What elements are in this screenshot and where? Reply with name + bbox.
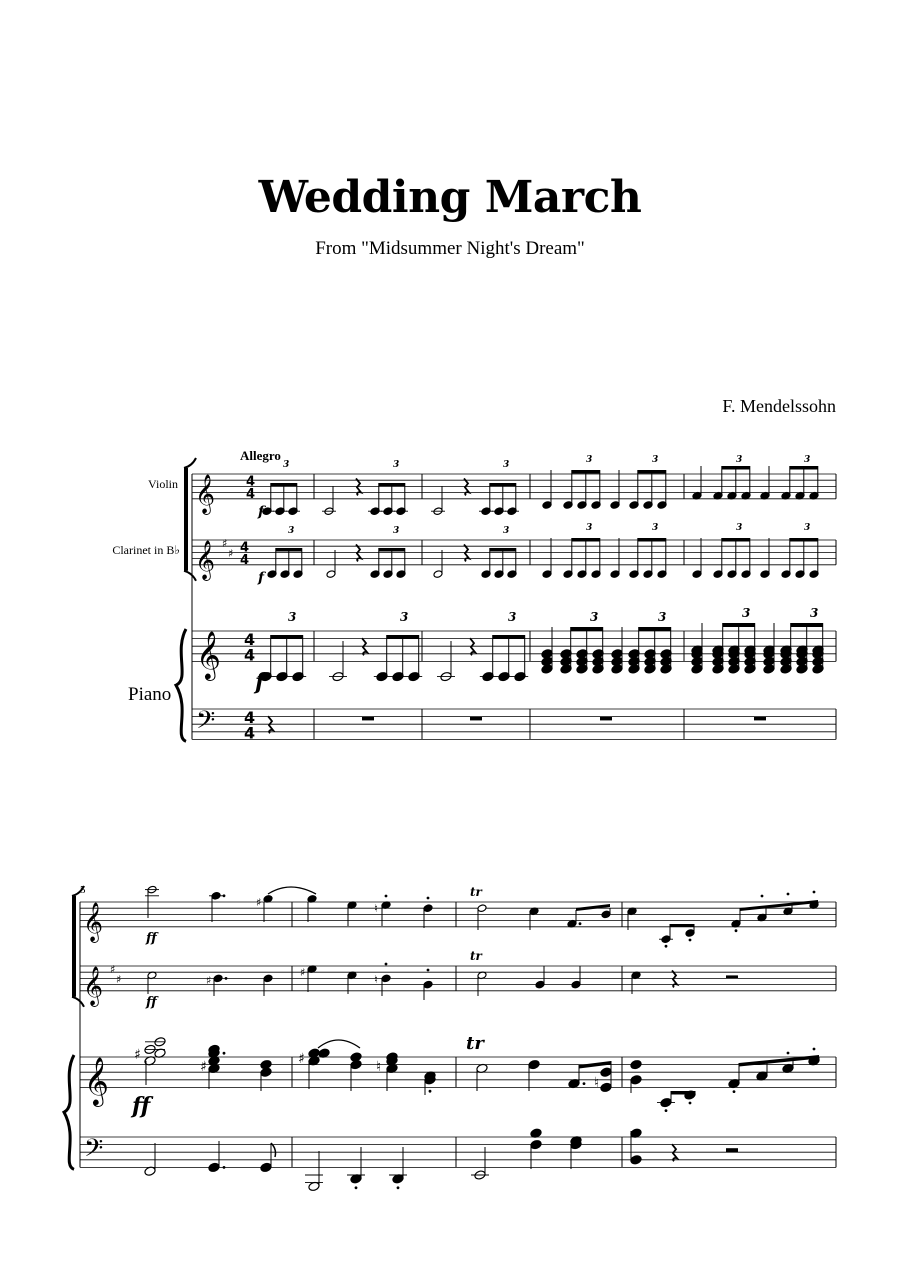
staccato-dot <box>735 929 738 932</box>
triplet-number: 3 <box>400 610 409 624</box>
ensemble-bracket <box>72 896 76 997</box>
triplet-number: 3 <box>810 606 819 620</box>
staccato-dot <box>427 897 430 900</box>
triplet-number: 3 <box>652 523 659 533</box>
note-head <box>630 1059 642 1070</box>
beam <box>379 483 405 487</box>
staccato-dot <box>579 922 582 925</box>
sharp-accidental: ♯ <box>256 896 262 909</box>
composer-name: F. Mendelssohn <box>722 396 836 416</box>
beam <box>638 538 666 542</box>
beam <box>271 635 303 639</box>
treble-clef: 𝄞 <box>195 540 216 580</box>
triplet-number: 3 <box>288 610 297 624</box>
time-signature-bottom: 4 <box>246 486 256 502</box>
quarter-rest <box>464 478 469 495</box>
natural-accidental: ♮ <box>374 973 378 986</box>
note-head <box>423 904 433 913</box>
whole-rest <box>470 717 482 721</box>
staccato-dot <box>427 969 430 972</box>
treble-clef: 𝄞 <box>83 966 104 1006</box>
instrument-label-clarinet: Clarinet in B♭ <box>112 543 180 557</box>
triplet-number: 3 <box>742 606 751 620</box>
sharp-accidental: ♯ <box>300 966 306 979</box>
beam <box>639 627 671 631</box>
note-head <box>260 1059 272 1070</box>
quarter-rest <box>672 970 677 987</box>
time-signature-bottom: 4 <box>244 723 256 743</box>
bass-clef: 𝄢 <box>84 1134 104 1169</box>
dynamic-marking: ff <box>132 1093 151 1119</box>
half-rest <box>726 975 738 978</box>
staccato-dot <box>787 893 790 896</box>
beam <box>723 623 755 627</box>
natural-accidental: ♮ <box>594 1075 600 1091</box>
note-head <box>692 570 702 579</box>
dynamic-marking: f <box>255 669 265 695</box>
sharp-accidental: ♯ <box>206 974 212 987</box>
note-head <box>760 570 770 579</box>
staccato-dot <box>223 894 226 897</box>
beam <box>722 538 750 542</box>
triplet-number: 3 <box>736 455 743 465</box>
beam <box>579 1061 611 1069</box>
beam <box>276 548 302 552</box>
triplet-number: 3 <box>503 460 510 470</box>
time-signature-bottom: 4 <box>244 645 256 665</box>
beam <box>490 483 516 487</box>
key-signature-sharp: ♯ <box>228 547 234 560</box>
beam <box>490 548 516 552</box>
whole-rest <box>362 717 374 721</box>
beam <box>790 538 818 542</box>
triplet-number: 3 <box>508 610 517 624</box>
staccato-dot <box>583 1082 586 1085</box>
staccato-dot <box>733 1090 736 1093</box>
whole-rest <box>754 717 766 721</box>
beam <box>671 1091 695 1095</box>
treble-clef: 𝄞 <box>195 474 216 514</box>
key-signature-sharp: ♯ <box>222 537 228 550</box>
note-head <box>433 570 443 579</box>
slur <box>268 887 316 894</box>
note-head <box>611 649 623 660</box>
note-head <box>477 904 487 913</box>
triplet-number: 3 <box>393 460 400 470</box>
instrument-label-violin: Violin <box>148 477 178 491</box>
dynamic-marking: ff <box>146 931 157 946</box>
note-head <box>208 1162 220 1173</box>
staccato-dot <box>223 1166 226 1169</box>
flag <box>271 1143 276 1157</box>
measure-number: 5 <box>80 884 86 896</box>
trill-marking: tr <box>470 885 482 899</box>
triplet-number: 3 <box>804 455 811 465</box>
quarter-rest <box>362 638 367 655</box>
beam <box>791 623 823 627</box>
staccato-dot <box>397 1186 400 1189</box>
time-signature-top: 4 <box>244 630 256 650</box>
triplet-number: 3 <box>590 610 599 624</box>
quarter-rest <box>464 544 469 561</box>
note-head <box>541 649 553 660</box>
staccato-dot <box>225 977 228 980</box>
beam <box>571 627 603 631</box>
staccato-dot <box>813 891 816 894</box>
note-head <box>542 501 552 510</box>
beam <box>572 470 600 474</box>
staccato-dot <box>761 895 764 898</box>
triplet-number: 3 <box>393 526 400 536</box>
note-head <box>600 1082 612 1093</box>
beam <box>638 470 666 474</box>
note-head <box>213 974 223 983</box>
score-title: Wedding March <box>258 172 642 223</box>
note-head <box>542 570 552 579</box>
dynamic-marking: f <box>258 570 265 586</box>
beam <box>271 483 297 487</box>
key-signature-sharp: ♯ <box>116 973 122 986</box>
staccato-dot <box>787 1052 790 1055</box>
quarter-rest <box>470 638 475 655</box>
staccato-dot <box>429 1090 432 1093</box>
treble-clef: 𝄞 <box>83 902 104 942</box>
quarter-rest <box>672 1144 677 1161</box>
staccato-dot <box>223 1052 226 1055</box>
note-head <box>610 501 620 510</box>
tempo-marking: Allegro <box>240 448 281 463</box>
treble-clef: 𝄞 <box>84 1056 109 1105</box>
note-head <box>685 929 695 938</box>
half-rest <box>726 1148 738 1152</box>
trill-marking: tr <box>466 1033 484 1054</box>
quarter-rest <box>356 544 361 561</box>
triplet-number: 3 <box>658 610 667 624</box>
note-head <box>260 1162 272 1173</box>
quarter-rest <box>356 478 361 495</box>
time-signature-top: 4 <box>246 474 256 490</box>
note-head <box>630 1155 642 1166</box>
time-signature-bottom: 4 <box>240 552 250 568</box>
staccato-dot <box>355 1186 358 1189</box>
beam <box>493 635 525 639</box>
natural-accidental: ♮ <box>374 902 378 915</box>
note-head <box>630 1075 642 1086</box>
staccato-dot <box>385 895 388 898</box>
treble-clef: 𝄞 <box>196 630 221 679</box>
triplet-number: 3 <box>503 526 510 536</box>
triplet-number: 3 <box>586 455 593 465</box>
staccato-dot <box>665 945 668 948</box>
note-head <box>571 980 581 989</box>
instrument-label-piano: Piano <box>128 684 172 705</box>
piano-brace <box>64 1055 74 1169</box>
note-head <box>350 1052 362 1063</box>
piano-brace <box>176 629 186 741</box>
dynamic-marking: f <box>258 504 265 520</box>
score-subtitle: From "Midsummer Night's Dream" <box>315 238 585 259</box>
quarter-rest <box>268 716 273 733</box>
triplet-number: 3 <box>804 523 811 533</box>
whole-rest <box>600 717 612 721</box>
key-signature-sharp: ♯ <box>110 963 116 976</box>
note-head <box>423 980 433 989</box>
staccato-dot <box>813 1048 816 1051</box>
slur <box>318 1040 360 1048</box>
triplet-number: 3 <box>288 526 295 536</box>
beam <box>670 924 694 927</box>
note-head <box>601 910 611 919</box>
sharp-accidental: ♯ <box>298 1051 305 1067</box>
note-head <box>381 974 391 983</box>
note-head <box>600 1067 612 1078</box>
beam <box>387 635 419 639</box>
beam <box>379 548 405 552</box>
note-head <box>528 1059 540 1070</box>
note-head <box>610 570 620 579</box>
beam <box>572 538 600 542</box>
natural-accidental: ♮ <box>376 1059 382 1075</box>
ensemble-bracket <box>184 468 188 571</box>
staccato-dot <box>689 939 692 942</box>
beam <box>722 466 750 470</box>
staccato-dot <box>689 1102 692 1105</box>
note-head <box>263 974 273 983</box>
sharp-accidental: ♯ <box>134 1047 141 1063</box>
note-head <box>535 980 545 989</box>
bracket-top-hook <box>72 886 84 896</box>
staccato-dot <box>385 963 388 966</box>
triplet-number: 3 <box>652 455 659 465</box>
beam <box>790 466 818 470</box>
dynamic-marking: ff <box>146 995 157 1010</box>
triplet-number: 3 <box>283 460 290 470</box>
triplet-number: 3 <box>736 523 743 533</box>
time-signature-top: 4 <box>240 540 250 556</box>
trill-marking: tr <box>470 949 482 963</box>
triplet-number: 3 <box>586 523 593 533</box>
sharp-accidental: ♯ <box>200 1059 207 1075</box>
staccato-dot <box>665 1109 668 1112</box>
beam <box>576 904 610 911</box>
bracket-top-hook <box>184 458 196 468</box>
note-head <box>530 1139 542 1150</box>
bass-clef: 𝄢 <box>196 706 216 741</box>
time-signature-top: 4 <box>244 708 256 728</box>
note-head <box>326 570 336 579</box>
